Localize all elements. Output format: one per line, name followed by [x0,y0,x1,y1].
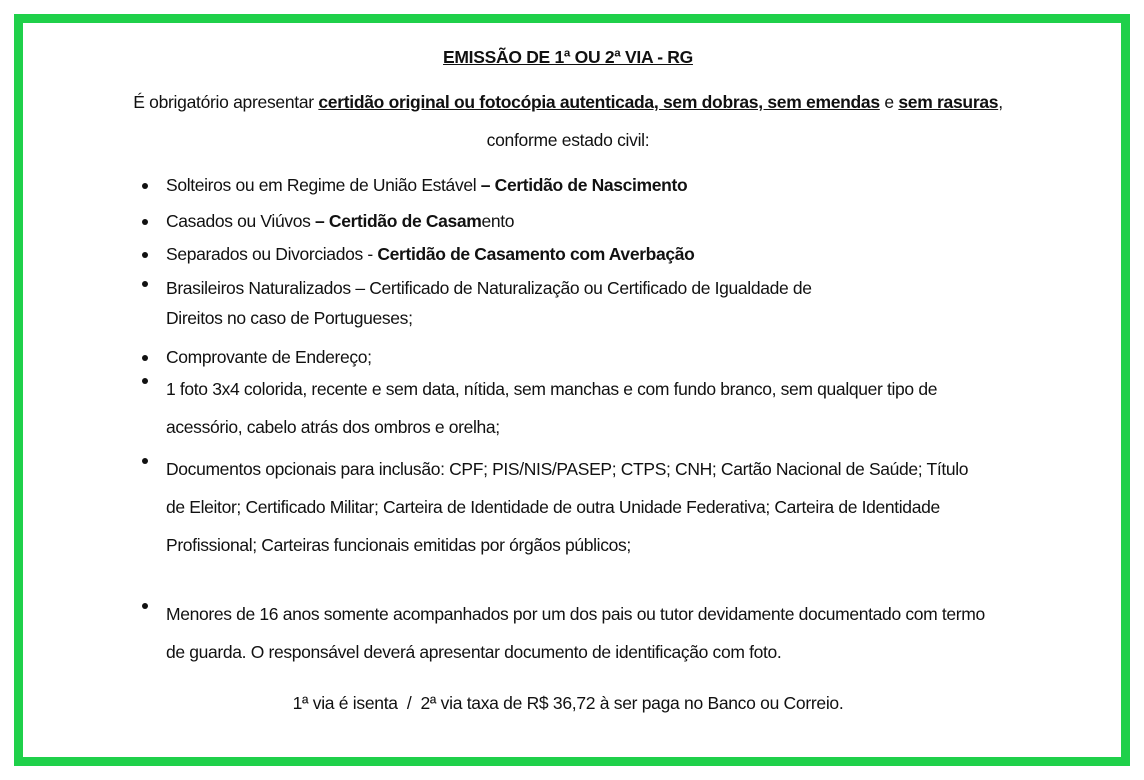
list-item [166,273,1036,333]
page-title: EMISSÃO DE 1ª OU 2ª VIA - RG [443,47,693,67]
list-item-line: de Eleitor; Certificado Militar; Carteira de Identidade de outra Unidade Federativa; Carteira de Identidade [166,497,940,517]
list-item [166,244,1036,265]
list-item [166,595,1036,671]
intro-requirement: certidão original ou fotocópia autenticada, sem dobras, sem emendas [318,92,880,112]
list-item-line: Profissional; Carteiras funcionais emitidas por órgãos públicos; [166,535,631,555]
list-item-line: Documentos opcionais para inclusão: CPF; PIS/NIS/PASEP; CTPS; CNH; Cartão Nacional de Saúde; Título [166,459,969,479]
intro-text: e [879,92,899,112]
intro-paragraph [123,83,1013,159]
document-frame [14,14,1130,766]
list-item-text: Solteiros ou em Regime de União Estável [166,175,481,195]
list-item-line: Menores de 16 anos somente acompanhados por um dos pais ou tutor devidamente documentado com termo [166,604,985,624]
list-item [166,175,1036,196]
list-item-text: ento [481,211,515,231]
list-item-line: de guarda. O responsável deverá apresentar documento de identificação com foto. [166,642,782,662]
list-item [166,211,1036,232]
list-item [166,450,1036,564]
fee-note: 1ª via é isenta / 2ª via taxa de R$ 36,72 à ser paga no Banco ou Correio. [292,693,844,713]
list-item-text: Casados ou Viúvos [166,211,316,231]
list-item-line: Direitos no caso de Portugueses; [166,308,413,328]
list-item-text: Comprovante de Endereço; [166,347,372,367]
list-item-line: acessório, cabelo atrás dos ombros e orelha; [166,417,500,437]
list-item-emphasis: – Certidão de Nascimento [480,175,688,195]
intro-text: , conforme estado civil: [486,92,1003,150]
list-item [166,370,1036,446]
list-item-emphasis: Certidão de Casamento com Averbação [377,244,695,264]
list-item-emphasis: – Certidão de Casam [315,211,482,231]
list-item [166,347,1036,368]
document-content [23,23,1121,757]
intro-text: É obrigatório apresentar [133,92,319,112]
intro-requirement: sem rasuras [898,92,999,112]
list-item-line: 1 foto 3x4 colorida, recente e sem data, nítida, sem manchas e com fundo branco, sem qualquer tipo de [166,379,938,399]
list-item-line: Brasileiros Naturalizados – Certificado de Naturalização ou Certificado de Igualdade de [166,278,812,298]
list-item-text: Separados ou Divorciados - [166,244,378,264]
